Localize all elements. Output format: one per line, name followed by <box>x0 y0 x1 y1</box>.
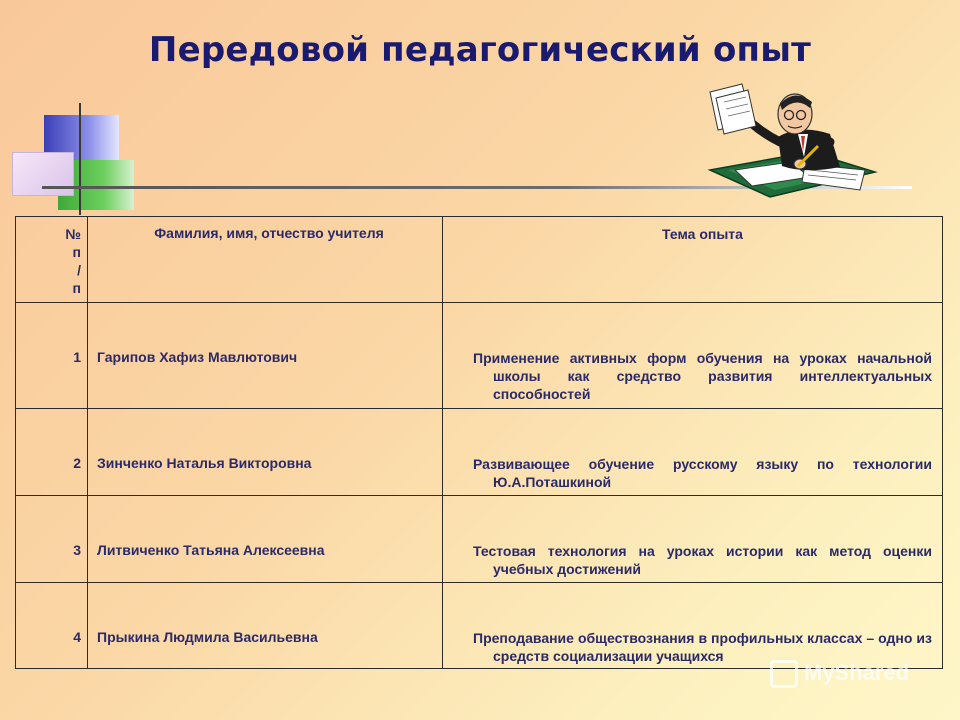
row-number: 4 <box>16 583 88 669</box>
row-number: 2 <box>16 409 88 496</box>
row-number: 3 <box>16 496 88 583</box>
teachers-table <box>15 216 943 669</box>
row-topic-text: Тестовая технология на уроках истории как метод оценки учебных достижений <box>473 543 932 577</box>
row-topic <box>443 496 943 583</box>
header-number-p2: п <box>72 280 81 296</box>
row-topic-text: Развивающее обучение русскому языку по технологии Ю.А.Поташкиной <box>473 456 932 490</box>
row-teacher-name: Литвиченко Татьяна Алексеевна <box>88 496 443 583</box>
table-row <box>16 583 943 669</box>
row-topic <box>443 303 943 409</box>
watermark-logo-icon <box>770 660 798 688</box>
row-teacher-name: Прыкина Людмила Васильевна <box>88 583 443 669</box>
header-number-symbol: № <box>65 226 81 242</box>
row-teacher-name: Зинченко Наталья Викторовна <box>88 409 443 496</box>
header-number-p1: п <box>72 244 81 260</box>
row-topic <box>443 409 943 496</box>
teacher-with-papers-icon <box>690 82 880 200</box>
row-topic-text: Применение активных форм обучения на уроках начальной школы как средство развития интеллектуальных способностей <box>473 350 932 402</box>
row-number: 1 <box>16 303 88 409</box>
watermark-text: MyShared <box>804 660 910 685</box>
row-topic <box>443 583 943 669</box>
watermark <box>770 660 909 688</box>
row-topic-text: Преподавание обществознания в профильных классах – одно из средств социализации учащихся <box>473 630 932 664</box>
decor-vertical-line <box>79 103 81 215</box>
table-header-row <box>16 217 943 303</box>
header-number <box>16 217 88 303</box>
table-row <box>16 409 943 496</box>
header-topic: Тема опыта <box>443 217 943 303</box>
table-row <box>16 303 943 409</box>
header-number-slash: / <box>77 262 81 278</box>
header-teacher-name: Фамилия, имя, отчество учителя <box>88 217 443 303</box>
row-teacher-name: Гарипов Хафиз Мавлютович <box>88 303 443 409</box>
page-title: Передовой педагогический опыт <box>148 30 812 70</box>
table-row <box>16 496 943 583</box>
decor-pink-square <box>12 152 74 196</box>
